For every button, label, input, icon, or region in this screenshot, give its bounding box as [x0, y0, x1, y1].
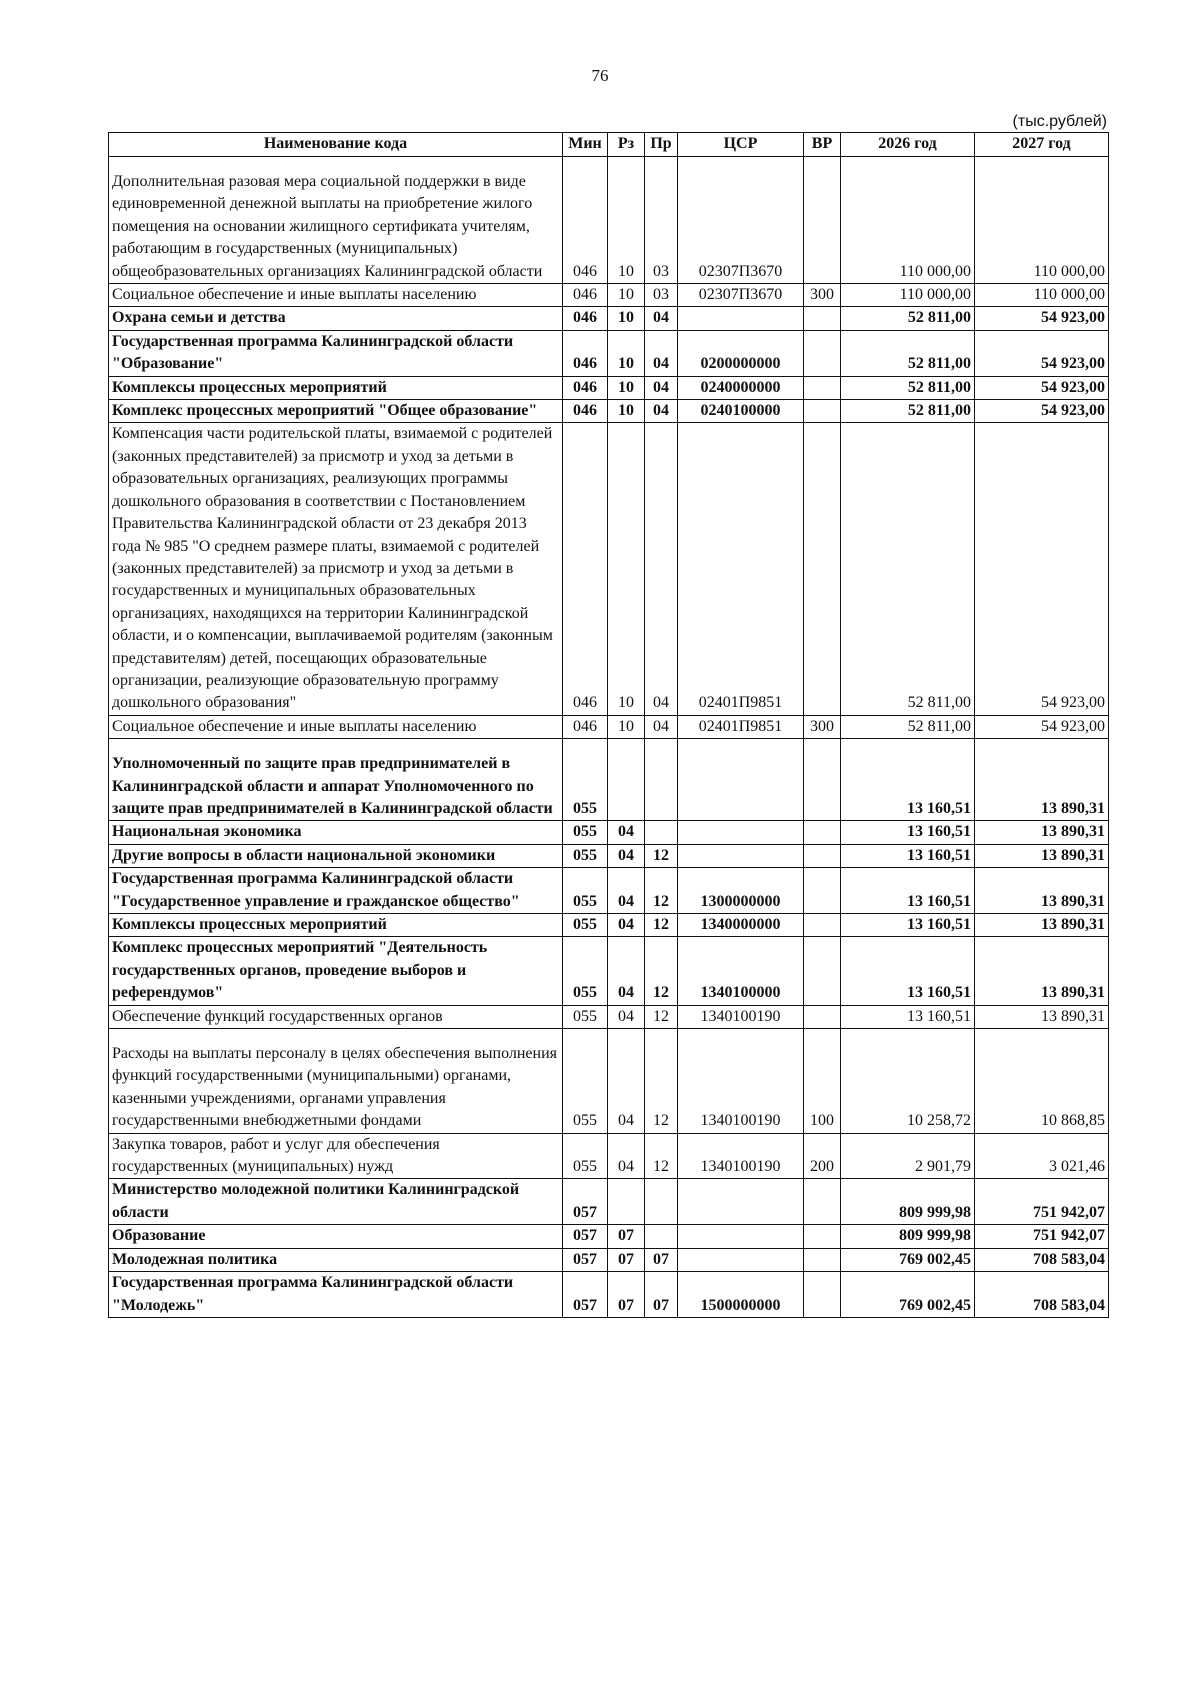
cell-2027: 708 583,04: [975, 1272, 1109, 1318]
cell-vr: 100: [804, 1029, 841, 1134]
header-csr: ЦСР: [678, 133, 804, 157]
cell-2026: 13 160,51: [841, 937, 975, 1005]
cell-2027: 54 923,00: [975, 423, 1109, 715]
cell-pr: 07: [645, 1272, 678, 1318]
cell-pr: 04: [645, 330, 678, 376]
cell-2026: 809 999,98: [841, 1225, 975, 1248]
cell-min: 055: [563, 739, 608, 821]
cell-csr: [678, 844, 804, 867]
cell-name: Комплекс процессных мероприятий "Общее образование": [109, 400, 563, 423]
cell-vr: 300: [804, 284, 841, 307]
cell-csr: 1300000000: [678, 868, 804, 914]
cell-csr: 02307П3670: [678, 284, 804, 307]
cell-csr: [678, 821, 804, 844]
cell-pr: 12: [645, 937, 678, 1005]
cell-vr: 200: [804, 1133, 841, 1179]
cell-rz: 04: [608, 1133, 645, 1179]
cell-pr: 04: [645, 715, 678, 738]
cell-vr: [804, 844, 841, 867]
cell-2026: 52 811,00: [841, 330, 975, 376]
cell-2027: 54 923,00: [975, 330, 1109, 376]
cell-min: 046: [563, 157, 608, 284]
header-min: Мин: [563, 133, 608, 157]
table-row: [109, 1272, 1109, 1318]
cell-name: Другие вопросы в области национальной экономики: [109, 844, 563, 867]
cell-csr: 1500000000: [678, 1272, 804, 1318]
cell-csr: 1340000000: [678, 914, 804, 937]
cell-name: Национальная экономика: [109, 821, 563, 844]
cell-name: Социальное обеспечение и иные выплаты населению: [109, 715, 563, 738]
cell-rz: 10: [608, 330, 645, 376]
cell-2027: 110 000,00: [975, 157, 1109, 284]
cell-csr: 02401П9851: [678, 423, 804, 715]
cell-csr: 02401П9851: [678, 715, 804, 738]
cell-min: 055: [563, 914, 608, 937]
cell-min: 057: [563, 1272, 608, 1318]
cell-rz: 07: [608, 1272, 645, 1318]
cell-pr: [645, 1225, 678, 1248]
cell-csr: [678, 307, 804, 330]
cell-rz: [608, 1179, 645, 1225]
cell-2027: 54 923,00: [975, 307, 1109, 330]
cell-name: Закупка товаров, работ и услуг для обеспечения государственных (муниципальных) нужд: [109, 1133, 563, 1179]
cell-vr: [804, 739, 841, 821]
cell-2026: 13 160,51: [841, 821, 975, 844]
cell-rz: [608, 739, 645, 821]
cell-min: 046: [563, 330, 608, 376]
table-row: [109, 715, 1109, 738]
cell-2027: 13 890,31: [975, 1005, 1109, 1028]
cell-vr: [804, 868, 841, 914]
cell-name: Уполномоченный по защите прав предпринимателей в Калининградской области и аппарат Уполномоченного по защите прав предпринимателей в Калининградской области: [109, 739, 563, 821]
cell-vr: [804, 423, 841, 715]
table-row: [109, 868, 1109, 914]
cell-name: Государственная программа Калининградской области "Образование": [109, 330, 563, 376]
cell-vr: [804, 1005, 841, 1028]
cell-rz: 04: [608, 937, 645, 1005]
cell-min: 055: [563, 821, 608, 844]
cell-vr: [804, 330, 841, 376]
cell-rz: 04: [608, 1005, 645, 1028]
cell-2026: 809 999,98: [841, 1179, 975, 1225]
page-number: 76: [591, 66, 609, 85]
cell-min: 055: [563, 868, 608, 914]
cell-pr: 03: [645, 284, 678, 307]
cell-2027: 10 868,85: [975, 1029, 1109, 1134]
cell-2026: 13 160,51: [841, 868, 975, 914]
cell-2027: 110 000,00: [975, 284, 1109, 307]
table-row: [109, 914, 1109, 937]
table-row: [109, 1225, 1109, 1248]
cell-name: Комплексы процессных мероприятий: [109, 914, 563, 937]
cell-2026: 52 811,00: [841, 376, 975, 399]
cell-min: 046: [563, 376, 608, 399]
cell-name: Образование: [109, 1225, 563, 1248]
cell-csr: [678, 1248, 804, 1271]
cell-csr: 1340100190: [678, 1005, 804, 1028]
table-header-row: [109, 133, 1109, 157]
cell-name: Компенсация части родительской платы, взимаемой с родителей (законных представителей) за присмотр и уход за детьми в образовательных организациях, реализующих программы дошкольного образования в соответствии с Постановлением Правительства Калининградской области от 23 декабря 2013 года № 985 "О среднем размере платы, взимаемой с родителей (законных представителей) за присмотр и уход за детьми в государственных и муниципальных образовательных организациях, находящихся на территории Калининградской области, и о компенсации, выплачиваемой родителям (законным представителям) детей, посещающих образовательные организации, реализующие образовательную программу дошкольного образования": [109, 423, 563, 715]
cell-csr: 1340100000: [678, 937, 804, 1005]
table-row: [109, 423, 1109, 715]
cell-rz: 07: [608, 1225, 645, 1248]
cell-pr: 04: [645, 376, 678, 399]
cell-2027: 54 923,00: [975, 715, 1109, 738]
cell-min: 046: [563, 423, 608, 715]
cell-min: 055: [563, 1005, 608, 1028]
cell-name: Министерство молодежной политики Калининградской области: [109, 1179, 563, 1225]
cell-2027: 13 890,31: [975, 821, 1109, 844]
cell-pr: 12: [645, 868, 678, 914]
cell-name: Дополнительная разовая мера социальной поддержки в виде единовременной денежной выплаты на приобретение жилого помещения на основании жилищного сертификата учителям, работающим в государственных (муниципальных) общеобразовательных организациях Калининградской области: [109, 157, 563, 284]
cell-pr: 12: [645, 1133, 678, 1179]
cell-pr: 12: [645, 1029, 678, 1134]
cell-2026: 769 002,45: [841, 1248, 975, 1271]
table-row: [109, 330, 1109, 376]
table-row: [109, 844, 1109, 867]
cell-pr: 12: [645, 914, 678, 937]
table-row: [109, 1248, 1109, 1271]
cell-vr: [804, 1179, 841, 1225]
cell-rz: 10: [608, 400, 645, 423]
cell-2027: 13 890,31: [975, 868, 1109, 914]
cell-min: 046: [563, 307, 608, 330]
cell-pr: 04: [645, 423, 678, 715]
cell-csr: 02307П3670: [678, 157, 804, 284]
cell-min: 046: [563, 400, 608, 423]
table-row: [109, 307, 1109, 330]
cell-name: Государственная программа Калининградской области "Государственное управление и гражданское общество": [109, 868, 563, 914]
cell-2027: 3 021,46: [975, 1133, 1109, 1179]
table-body: [109, 157, 1109, 1318]
cell-name: Обеспечение функций государственных органов: [109, 1005, 563, 1028]
cell-vr: [804, 821, 841, 844]
cell-csr: 1340100190: [678, 1133, 804, 1179]
cell-vr: 300: [804, 715, 841, 738]
cell-2027: 13 890,31: [975, 739, 1109, 821]
cell-csr: 0240100000: [678, 400, 804, 423]
cell-min: 055: [563, 937, 608, 1005]
cell-rz: 10: [608, 157, 645, 284]
cell-min: 057: [563, 1248, 608, 1271]
cell-2026: 52 811,00: [841, 307, 975, 330]
cell-rz: 10: [608, 284, 645, 307]
cell-name: Государственная программа Калининградской области "Молодежь": [109, 1272, 563, 1318]
header-pr: Пр: [645, 133, 678, 157]
cell-rz: 04: [608, 868, 645, 914]
cell-vr: [804, 1272, 841, 1318]
cell-min: 055: [563, 844, 608, 867]
table-row: [109, 1005, 1109, 1028]
cell-2026: 13 160,51: [841, 739, 975, 821]
cell-name: Комплексы процессных мероприятий: [109, 376, 563, 399]
cell-vr: [804, 937, 841, 1005]
cell-csr: 1340100190: [678, 1029, 804, 1134]
cell-pr: 04: [645, 400, 678, 423]
table-row: [109, 400, 1109, 423]
cell-vr: [804, 1225, 841, 1248]
cell-min: 055: [563, 1133, 608, 1179]
cell-pr: [645, 821, 678, 844]
cell-rz: 04: [608, 914, 645, 937]
cell-rz: 04: [608, 1029, 645, 1134]
cell-pr: 12: [645, 844, 678, 867]
budget-table: [108, 132, 1109, 1318]
cell-csr: 0200000000: [678, 330, 804, 376]
header-rz: Рз: [608, 133, 645, 157]
table-row: [109, 1133, 1109, 1179]
cell-2027: 54 923,00: [975, 376, 1109, 399]
cell-pr: 07: [645, 1248, 678, 1271]
cell-name: Расходы на выплаты персоналу в целях обеспечения выполнения функций государственными (муниципальными) органами, казенными учреждениями, органами управления государственными внебюджетными фондами: [109, 1029, 563, 1134]
cell-2026: 13 160,51: [841, 844, 975, 867]
cell-pr: [645, 1179, 678, 1225]
cell-2026: 52 811,00: [841, 423, 975, 715]
header-vr: ВР: [804, 133, 841, 157]
cell-csr: [678, 739, 804, 821]
table-row: [109, 376, 1109, 399]
cell-2027: 751 942,07: [975, 1179, 1109, 1225]
cell-2026: 769 002,45: [841, 1272, 975, 1318]
cell-2026: 110 000,00: [841, 157, 975, 284]
cell-vr: [804, 307, 841, 330]
table-row: [109, 937, 1109, 1005]
cell-min: 057: [563, 1179, 608, 1225]
header-2026: 2026 год: [841, 133, 975, 157]
table-row: [109, 1179, 1109, 1225]
cell-pr: 03: [645, 157, 678, 284]
header-name: Наименование кода: [109, 133, 563, 157]
cell-2027: 13 890,31: [975, 914, 1109, 937]
cell-2027: 13 890,31: [975, 937, 1109, 1005]
cell-vr: [804, 400, 841, 423]
cell-2026: 13 160,51: [841, 1005, 975, 1028]
cell-pr: 12: [645, 1005, 678, 1028]
cell-rz: 10: [608, 423, 645, 715]
cell-rz: 10: [608, 376, 645, 399]
units-label: (тыс.рублей): [1012, 113, 1107, 130]
cell-2027: 751 942,07: [975, 1225, 1109, 1248]
cell-min: 055: [563, 1029, 608, 1134]
cell-vr: [804, 914, 841, 937]
cell-min: 046: [563, 284, 608, 307]
cell-2027: 54 923,00: [975, 400, 1109, 423]
cell-name: Социальное обеспечение и иные выплаты населению: [109, 284, 563, 307]
cell-2027: 13 890,31: [975, 844, 1109, 867]
cell-pr: 04: [645, 307, 678, 330]
cell-2026: 2 901,79: [841, 1133, 975, 1179]
cell-rz: 10: [608, 715, 645, 738]
cell-csr: [678, 1179, 804, 1225]
table-row: [109, 739, 1109, 821]
header-2027: 2027 год: [975, 133, 1109, 157]
cell-min: 057: [563, 1225, 608, 1248]
table-row: [109, 157, 1109, 284]
table-row: [109, 1029, 1109, 1134]
cell-name: Молодежная политика: [109, 1248, 563, 1271]
table-row: [109, 821, 1109, 844]
cell-name: Охрана семьи и детства: [109, 307, 563, 330]
cell-vr: [804, 157, 841, 284]
cell-name: Комплекс процессных мероприятий "Деятельность государственных органов, проведение выборов и референдумов": [109, 937, 563, 1005]
cell-2026: 10 258,72: [841, 1029, 975, 1134]
cell-csr: 0240000000: [678, 376, 804, 399]
cell-rz: 10: [608, 307, 645, 330]
cell-csr: [678, 1225, 804, 1248]
cell-pr: [645, 739, 678, 821]
cell-2026: 52 811,00: [841, 400, 975, 423]
cell-rz: 04: [608, 821, 645, 844]
cell-vr: [804, 1248, 841, 1271]
cell-min: 046: [563, 715, 608, 738]
cell-rz: 04: [608, 844, 645, 867]
cell-vr: [804, 376, 841, 399]
cell-2026: 52 811,00: [841, 715, 975, 738]
cell-2026: 110 000,00: [841, 284, 975, 307]
table-row: [109, 284, 1109, 307]
cell-2027: 708 583,04: [975, 1248, 1109, 1271]
cell-2026: 13 160,51: [841, 914, 975, 937]
cell-rz: 07: [608, 1248, 645, 1271]
